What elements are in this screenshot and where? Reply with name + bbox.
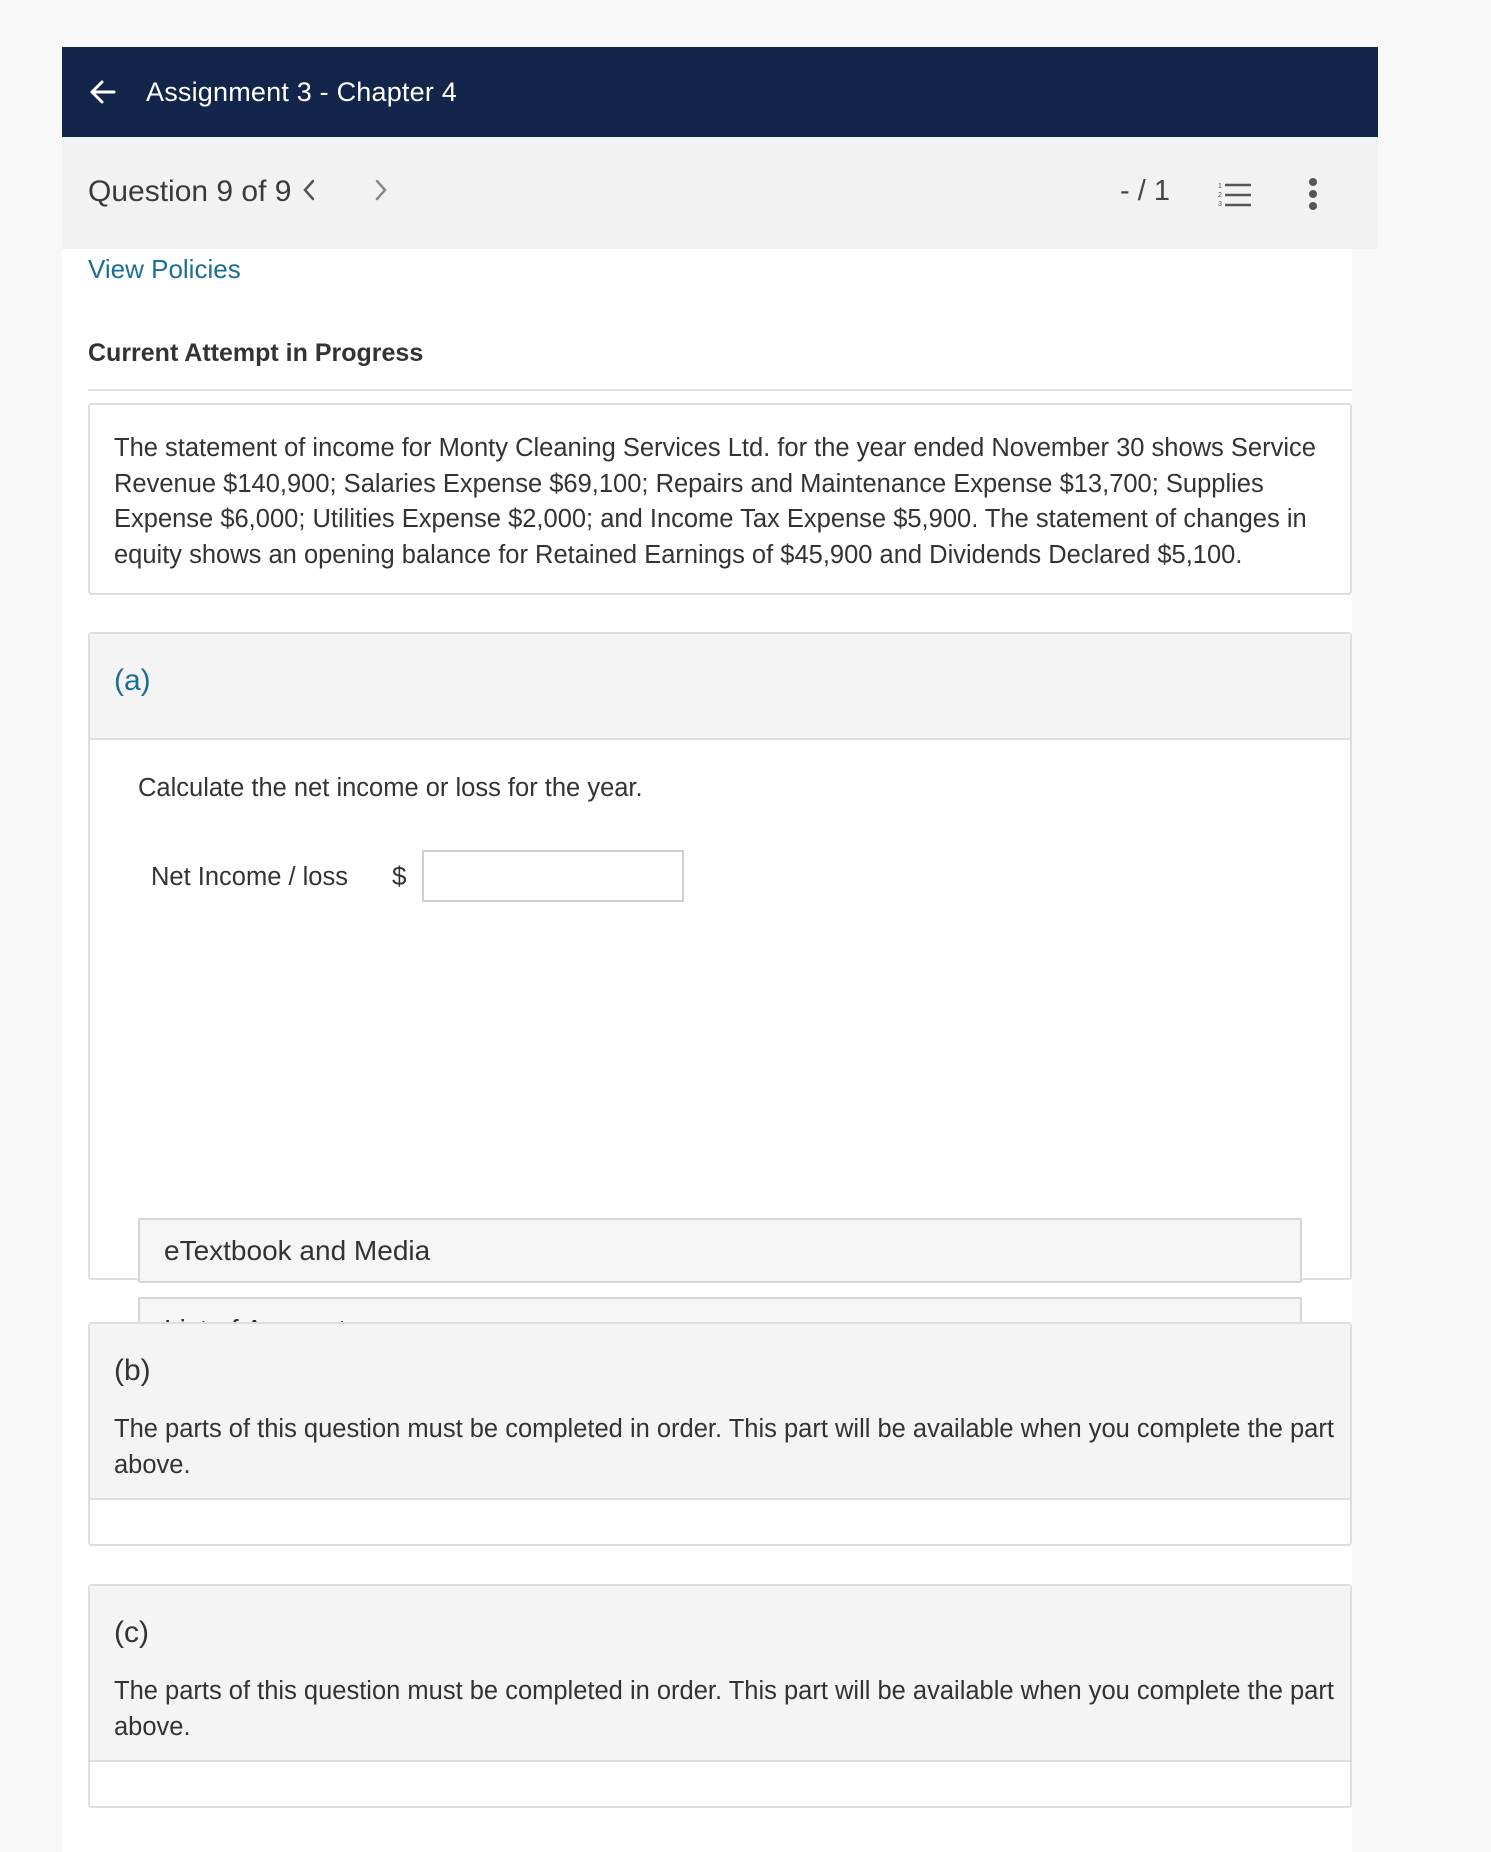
question-content [62,249,1352,1852]
divider [88,389,1352,391]
part-b-message: The parts of this question must be completed in order. This part will be available when you complete the part above. [114,1415,1334,1479]
part-a-panel [88,632,1352,1280]
part-c-locked-notice [90,1586,1350,1762]
part-c-label: (c) [114,1616,149,1649]
svg-text:1: 1 [1218,183,1222,190]
part-b-locked-notice [90,1324,1350,1500]
question-bar [62,137,1378,249]
svg-text:3: 3 [1218,201,1222,208]
numbered-list-icon[interactable] [1218,181,1252,214]
chevron-right-icon[interactable] [372,177,390,208]
part-c-panel [88,1584,1352,1808]
net-income-label: Net Income / loss [151,863,348,891]
problem-statement: The statement of income for Monty Cleaning Services Ltd. for the year ended November 30 shows Service Revenue $140,900; Salaries Expense $69,100; Repairs and Maintenance Expense $13,700; Supplies Expense $6,000; Utilities Expense $2,000; and Income Tax Expense $5,900. The statement of changes in equity shows an opening balance for Retained Earnings of $45,900 and Dividends Declared $5,100. [88,403,1352,595]
etextbook-media-accordion[interactable]: eTextbook and Media [138,1218,1302,1283]
assignment-header [62,47,1378,137]
more-vertical-icon[interactable] [1308,177,1318,216]
net-income-input[interactable] [422,850,684,902]
question-counter: Question 9 of 9 [88,175,292,208]
assignment-title: Assignment 3 - Chapter 4 [146,76,457,107]
part-b-label: (b) [114,1354,151,1387]
part-b-panel [88,1322,1352,1546]
currency-symbol: $ [392,861,407,891]
back-arrow-icon[interactable] [88,75,122,109]
view-policies-link[interactable]: View Policies [88,254,241,284]
part-a-header [90,634,1350,740]
score-display: - / 1 [1120,175,1170,207]
part-a-label: (a) [114,664,151,697]
chevron-left-icon[interactable] [300,177,318,208]
svg-text:2: 2 [1218,192,1222,199]
part-a-question: Calculate the net income or loss for the year. [138,774,643,802]
part-c-message: The parts of this question must be completed in order. This part will be available when you complete the part above. [114,1677,1334,1741]
current-attempt-heading: Current Attempt in Progress [88,339,424,367]
